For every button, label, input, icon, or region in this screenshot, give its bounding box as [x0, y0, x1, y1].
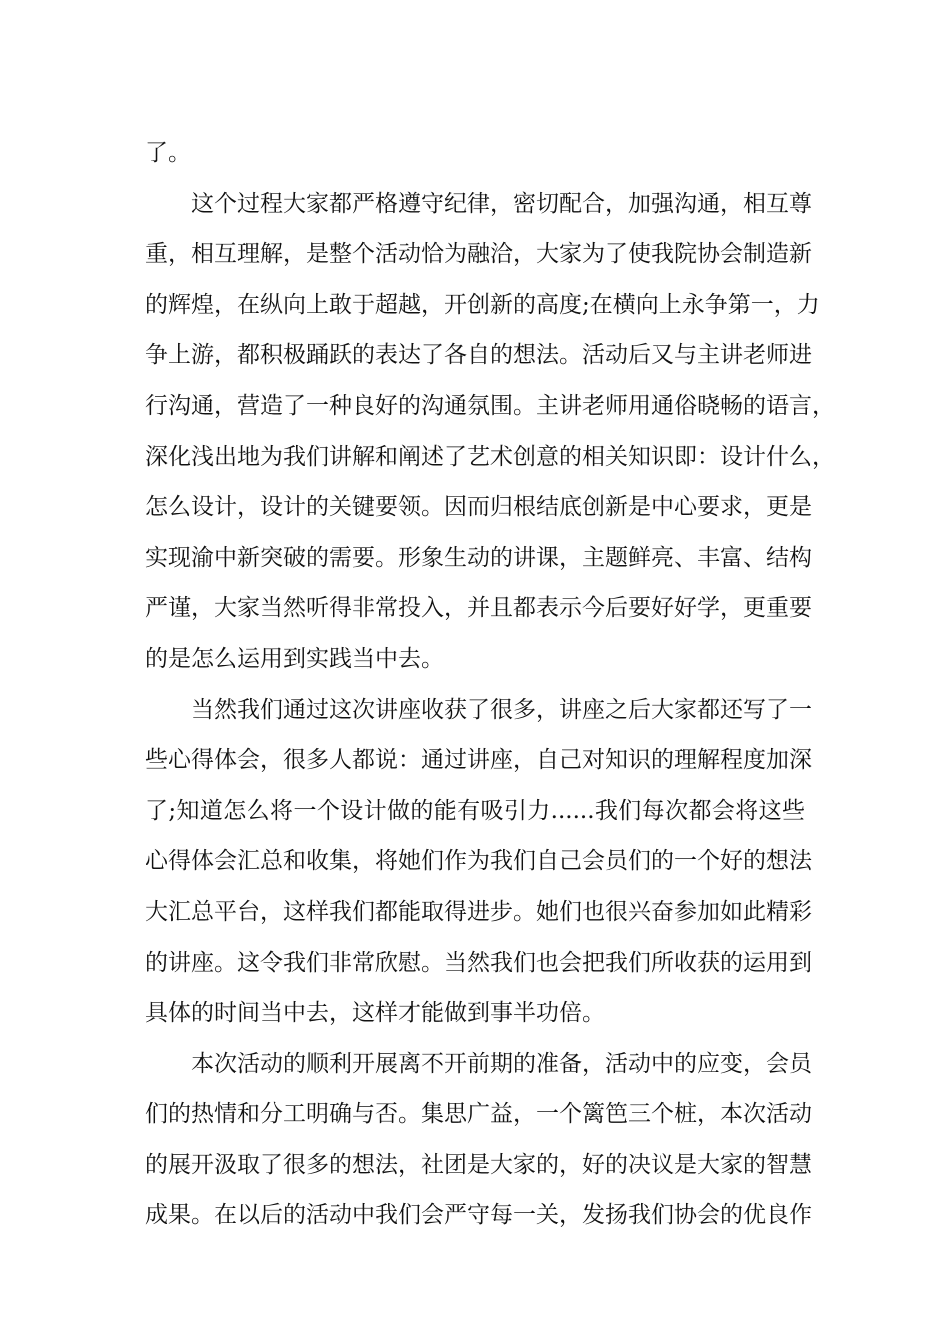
text-line: 严谨，大家当然听得非常投入，并且都表示今后要好好学，更重要	[145, 595, 812, 622]
text-line: 深化浅出地为我们讲解和阐述了艺术创意的相关知识即：设计什么，	[145, 443, 835, 470]
text-line: 些心得体会，很多人都说：通过讲座，自己对知识的理解程度加深	[145, 747, 812, 774]
text-line: 了。	[145, 140, 191, 166]
body-text	[145, 128, 835, 1241]
text-line: 具体的时间当中去，这样才能做到事半功倍。	[145, 1000, 605, 1027]
text-line: 重，相互理解，是整个活动恰为融洽，大家为了使我院协会制造新	[145, 241, 812, 268]
text-line: 的是怎么运用到实践当中去。	[145, 645, 444, 672]
paragraph-first-line: 当然我们通过这次讲座收获了很多，讲座之后大家都还写了一	[191, 696, 812, 723]
paragraph-first-line: 本次活动的顺利开展离不开前期的准备，活动中的应变，会员	[191, 1050, 812, 1077]
text-line: 的辉煌，在纵向上敢于超越，开创新的高度;在横向上永争第一，力	[145, 291, 820, 318]
text-line: 了;知道怎么将一个设计做的能有吸引力......我们每次都会将这些	[145, 797, 805, 824]
text-line: 争上游，都积极踊跃的表达了各自的想法。活动后又与主讲老师进	[145, 342, 812, 369]
paragraph-first-line: 这个过程大家都严格遵守纪律，密切配合，加强沟通，相互尊	[191, 190, 812, 217]
text-line: 实现渝中新突破的需要。形象生动的讲课，主题鲜亮、丰富、结构	[145, 544, 812, 571]
text-line: 行沟通，营造了一种良好的沟通氛围。主讲老师用通俗晓畅的语言，	[145, 392, 835, 419]
text-line: 怎么设计，设计的关键要领。因而归根结底创新是中心要求，更是	[145, 494, 812, 521]
text-line: 心得体会汇总和收集，将她们作为我们自己会员们的一个好的想法	[145, 848, 812, 875]
text-line: 的展开汲取了很多的想法，社团是大家的，好的决议是大家的智慧	[145, 1151, 812, 1178]
text-line: 们的热情和分工明确与否。集思广益，一个篱笆三个桩，本次活动	[145, 1101, 812, 1128]
text-line: 的讲座。这令我们非常欣慰。当然我们也会把我们所收获的运用到	[145, 949, 812, 976]
text-line: 成果。在以后的活动中我们会严守每一关，发扬我们协会的优良作	[145, 1202, 812, 1229]
text-line: 大汇总平台，这样我们都能取得进步。她们也很兴奋参加如此精彩	[145, 898, 812, 925]
